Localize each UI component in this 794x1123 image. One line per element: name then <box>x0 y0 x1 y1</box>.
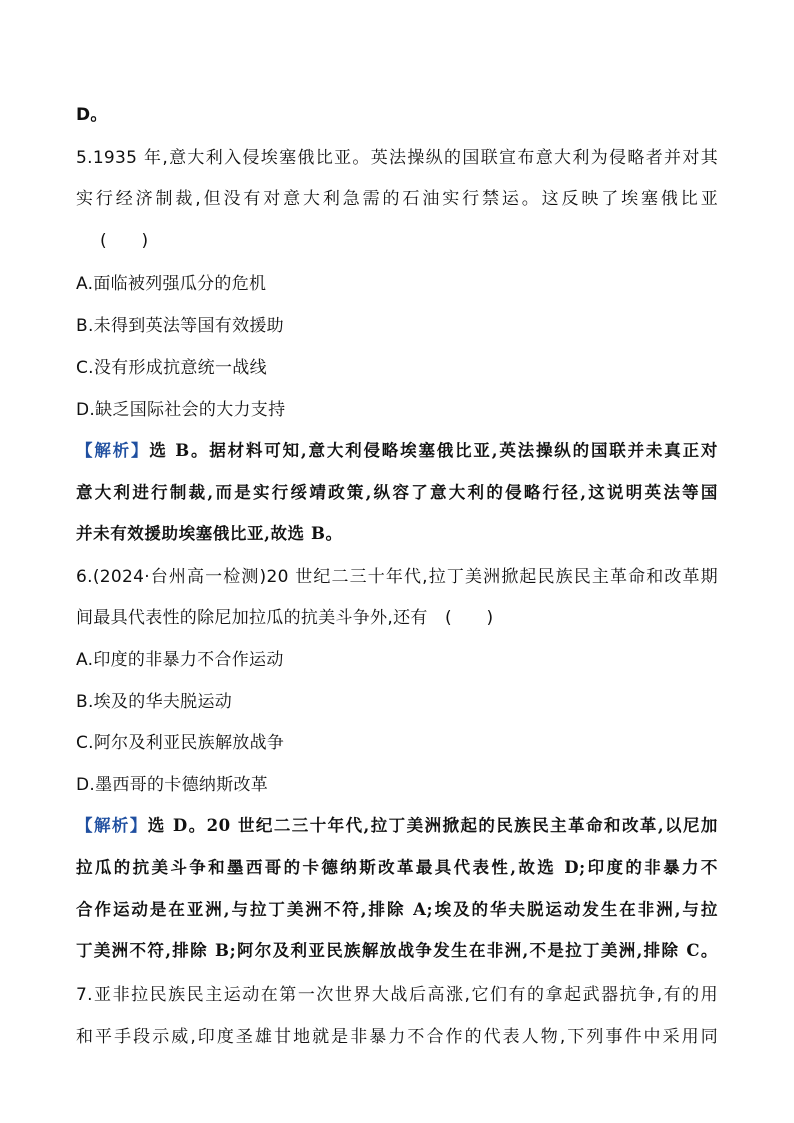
q7-stem-line-1: 7.亚非拉民族民主运动在第一次世界大战后高涨,它们有的拿起武器抗争,有的用 <box>76 985 718 1005</box>
q6-option-c: C.阿尔及利亚民族解放战争 <box>76 733 285 753</box>
q6-analysis-tag: 【解析】 <box>76 816 148 835</box>
q6-analysis-line-3: 合作运动是在亚洲,与拉丁美洲不符,排除 A;埃及的华夫脱运动发生在非洲,与拉 <box>76 900 718 919</box>
q6-analysis-line-2: 拉瓜的抗美斗争和墨西哥的卡德纳斯改革最具代表性,故选 D;印度的非暴力不 <box>76 858 718 877</box>
q5-stem-line-2: 实行经济制裁,但没有对意大利急需的石油实行禁运。这反映了埃塞俄比亚 <box>76 189 718 209</box>
q5-option-d: D.缺乏国际社会的大力支持 <box>76 400 286 420</box>
q5-answer-blank: ( ) <box>100 231 149 251</box>
q6-stem-line-1: 6.(2024·台州高一检测)20 世纪二三十年代,拉丁美洲掀起民族民主革命和改革期 <box>76 567 718 587</box>
q6-option-b: B.埃及的华夫脱运动 <box>76 692 233 712</box>
q6-option-d: D.墨西哥的卡德纳斯改革 <box>76 775 269 795</box>
q5-option-b: B.未得到英法等国有效援助 <box>76 316 284 336</box>
q6-analysis-line-4: 丁美洲不符,排除 B;阿尔及利亚民族解放战争发生在非洲,不是拉丁美洲,排除 C。 <box>76 941 719 960</box>
q5-option-c: C.没有形成抗意统一战线 <box>76 358 267 378</box>
q6-stem-line-2: 间最具代表性的除尼加拉瓜的抗美斗争外,还有 ( ) <box>76 608 494 628</box>
q7-stem-line-2: 和平手段示威,印度圣雄甘地就是非暴力不合作的代表人物,下列事件中采用同 <box>76 1027 718 1047</box>
q5-analysis-line-2: 意大利进行制裁,而是实行绥靖政策,纵容了意大利的侵略行径,这说明英法等国 <box>76 483 718 502</box>
q5-analysis-line-1: 【解析】选 B。据材料可知,意大利侵略埃塞俄比亚,英法操纵的国联并未真正对 <box>76 441 718 460</box>
q5-analysis-tag: 【解析】 <box>76 441 150 460</box>
q5-analysis-line-3: 并未有效援助埃塞俄比亚,故选 B。 <box>76 524 343 543</box>
q4-answer-tail: D。 <box>76 105 108 125</box>
q6-analysis-line-1: 【解析】选 D。20 世纪二三十年代,拉丁美洲掀起的民族民主革命和改革,以尼加 <box>76 816 719 835</box>
q5-option-a: A.面临被列强瓜分的危机 <box>76 274 267 294</box>
q5-stem-line-1: 5.1935 年,意大利入侵埃塞俄比亚。英法操纵的国联宣布意大利为侵略者并对其 <box>76 148 718 168</box>
q6-option-a: A.印度的非暴力不合作运动 <box>76 650 284 670</box>
